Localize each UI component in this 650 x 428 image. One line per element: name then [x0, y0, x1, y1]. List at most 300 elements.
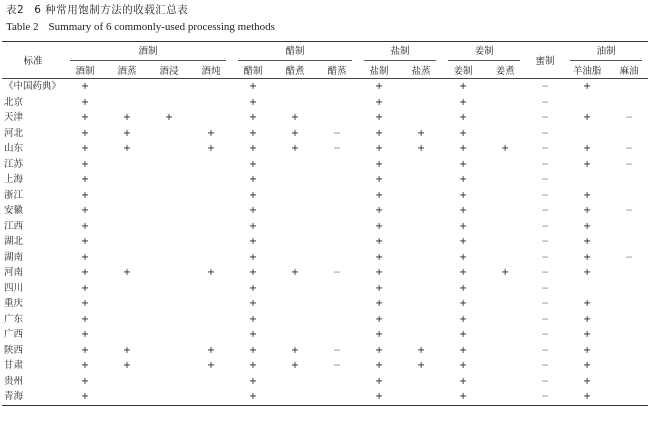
table-cell-mark: + [291, 143, 299, 155]
row-standard-name: 陕西 [4, 344, 24, 356]
table-cell-mark [148, 188, 190, 204]
table-cell-mark [610, 126, 648, 142]
table-cell-mark: + [249, 205, 257, 217]
table-cell-mark: + [123, 112, 131, 124]
table-cell-mark: + [81, 251, 89, 263]
table-cell-mark [400, 79, 442, 95]
table-cell-mark [106, 79, 148, 95]
table-cell-mark [106, 157, 148, 173]
table-cell-mark [400, 250, 442, 266]
table-cell-mark: + [232, 389, 274, 405]
row-standard-name: 上海 [4, 174, 24, 186]
table-cell-mark [190, 281, 232, 297]
table-cell-mark [610, 281, 648, 297]
table-cell-mark: − [541, 112, 550, 124]
table-cell-mark [274, 79, 316, 95]
table-cell-mark: + [459, 174, 468, 186]
table-cell-mark [484, 327, 526, 343]
header-column: 酒蒸 [106, 61, 148, 79]
table-cell-mark: + [375, 143, 384, 155]
row-standard-name: 青海 [2, 389, 64, 405]
header-column: 酒炖 [190, 61, 232, 79]
table-cell-mark [274, 327, 316, 343]
table-cell-mark [610, 358, 648, 374]
table-cell-mark: + [583, 375, 592, 387]
table-cell-mark: + [583, 329, 592, 341]
table-row [2, 327, 648, 343]
table-cell-mark [484, 203, 526, 219]
table-cell-mark [148, 327, 190, 343]
table-cell-mark: + [249, 81, 257, 93]
table-cell-mark [316, 95, 358, 111]
table-row [2, 126, 648, 142]
table-cell-mark [610, 343, 648, 359]
table-cell-mark: + [375, 313, 384, 325]
table-row [2, 141, 648, 157]
table-row [2, 343, 648, 359]
table-cell-mark [610, 172, 648, 188]
table-cell-mark: − [541, 127, 550, 139]
table-cell-mark: + [459, 205, 468, 217]
table-cell-mark [610, 188, 648, 204]
table-cell-mark [484, 312, 526, 328]
header-group-row [2, 42, 648, 62]
table-row [2, 250, 648, 266]
table-cell-mark [148, 343, 190, 359]
header-column: 酒浸 [148, 61, 190, 79]
table-cell-mark [274, 172, 316, 188]
table-cell-mark [148, 172, 190, 188]
table-cell-mark [484, 281, 526, 297]
table-cell-mark [106, 312, 148, 328]
table-cell-mark: + [249, 251, 257, 263]
table-cell-mark [148, 95, 190, 111]
table-row [2, 265, 648, 281]
table-cell-mark [564, 126, 610, 142]
table-cell-mark [106, 234, 148, 250]
table-cell-mark [400, 188, 442, 204]
table-cell-mark [190, 79, 232, 95]
table-cell-mark: + [459, 251, 468, 263]
table-cell-mark: − [625, 158, 634, 170]
header-column: 麻油 [610, 61, 648, 79]
header-column: 盐制 [358, 61, 400, 79]
table-cell-mark: − [541, 189, 550, 201]
table-row [2, 389, 648, 405]
table-cell-mark [400, 265, 442, 281]
table-cell-mark: + [375, 282, 384, 294]
table-cell-mark [400, 95, 442, 111]
row-standard-name: 河北 [4, 127, 24, 139]
table-cell-mark [610, 265, 648, 281]
table-cell-mark: + [583, 81, 592, 93]
table-cell-mark: + [123, 143, 131, 155]
table-cell-mark: + [375, 251, 384, 263]
table-cell-mark: + [81, 375, 89, 387]
table-cell-mark [190, 389, 232, 405]
table-cell-mark [148, 265, 190, 281]
table-row [2, 110, 648, 126]
table-cell-mark: + [249, 313, 257, 325]
table-cell-mark [400, 296, 442, 312]
header-group [64, 42, 232, 62]
table-cell-mark: + [123, 344, 131, 356]
table-cell-mark: + [459, 298, 468, 310]
table-row [2, 281, 648, 297]
table-cell-mark [274, 296, 316, 312]
header-column: 醋蒸 [316, 61, 358, 79]
header-group-label: 盐制 [364, 43, 436, 61]
row-standard-name: 广东 [4, 313, 24, 325]
table-cell-mark [148, 389, 190, 405]
header-group-single: 蜜制 [526, 42, 564, 79]
table-cell-mark [106, 95, 148, 111]
table-cell-mark: + [249, 143, 257, 155]
table-cell-mark [148, 358, 190, 374]
table-cell-mark: + [375, 158, 384, 170]
table-cell-mark: + [375, 344, 384, 356]
table-cell-mark: + [375, 189, 384, 201]
table-cell-mark [106, 281, 148, 297]
table-cell-mark [400, 327, 442, 343]
header-group [232, 42, 358, 62]
table-cell-mark [316, 172, 358, 188]
table-cell-mark [610, 234, 648, 250]
table-cell-mark: + [249, 174, 257, 186]
table-cell-mark [610, 79, 648, 95]
table-cell-mark: + [64, 389, 106, 405]
table-cell-mark: + [459, 220, 468, 232]
table-cell-mark [564, 281, 610, 297]
table-cell-mark: + [459, 143, 468, 155]
header-column: 醋制 [232, 61, 274, 79]
header-group-label: 油制 [570, 43, 642, 61]
table-cell-mark: + [375, 96, 384, 108]
table-cell-mark [484, 188, 526, 204]
row-standard-name: 江西 [4, 220, 24, 232]
table-cell-mark [148, 312, 190, 328]
header-column: 盐蒸 [400, 61, 442, 79]
header-column: 羊油脂 [564, 61, 610, 79]
table-cell-mark [484, 296, 526, 312]
table-cell-mark: + [165, 112, 173, 124]
table-cell-mark [610, 327, 648, 343]
table-cell-mark: + [375, 236, 384, 248]
table-cell-mark: + [81, 329, 89, 341]
table-cell-mark: + [81, 158, 89, 170]
header-standard: 标准 [2, 42, 64, 79]
table-cell-mark [610, 219, 648, 235]
table-cell-mark: − [541, 205, 550, 217]
table-row [2, 188, 648, 204]
table-cell-mark: − [541, 375, 550, 387]
table-cell-mark: − [541, 96, 550, 108]
table-cell-mark: + [459, 189, 468, 201]
row-standard-name: 河南 [4, 267, 24, 279]
table-cell-mark [106, 250, 148, 266]
table-cell-mark: + [459, 344, 468, 356]
table-cell-mark: + [249, 267, 257, 279]
table-cell-mark: − [541, 143, 550, 155]
table-cell-mark: − [541, 298, 550, 310]
table-cell-mark: − [625, 251, 634, 263]
table-cell-mark: + [501, 267, 510, 279]
table-cell-mark: + [375, 81, 384, 93]
header-group-label: 醋制 [238, 43, 352, 61]
header-column: 姜制 [442, 61, 484, 79]
table-cell-mark: + [459, 329, 468, 341]
table-cell-mark: + [501, 143, 510, 155]
table-cell-mark: + [459, 360, 468, 372]
table-row [2, 374, 648, 390]
table-cell-mark [610, 389, 648, 405]
table-cell-mark [106, 327, 148, 343]
table-row [2, 234, 648, 250]
table-cell-mark [190, 327, 232, 343]
table-cell-mark [316, 203, 358, 219]
table-cell-mark: + [291, 112, 299, 124]
table-cell-mark [610, 296, 648, 312]
table-cell-mark [274, 157, 316, 173]
table-row [2, 172, 648, 188]
table-cell-mark [564, 95, 610, 111]
table-cell-mark: − [541, 329, 550, 341]
table-cell-mark: + [583, 344, 592, 356]
table-cell-mark [316, 312, 358, 328]
table-cell-mark [190, 312, 232, 328]
table-cell-mark [400, 281, 442, 297]
header-column: 酒制 [64, 61, 106, 79]
table-cell-mark [274, 389, 316, 405]
table-cell-mark [316, 374, 358, 390]
header-group [442, 42, 526, 62]
table-cell-mark: + [207, 143, 215, 155]
table-cell-mark: + [123, 127, 131, 139]
table-cell-mark [484, 126, 526, 142]
table-cell-mark: + [249, 96, 257, 108]
table-cell-mark: + [81, 112, 89, 124]
table-cell-mark: − [541, 174, 550, 186]
table-cell-mark: + [81, 313, 89, 325]
table-cell-mark [148, 157, 190, 173]
table-cell-mark [400, 203, 442, 219]
table-cell-mark [484, 234, 526, 250]
header-group [564, 42, 648, 62]
table-cell-mark: + [291, 127, 299, 139]
table-row [2, 79, 648, 95]
table-cell-mark [316, 250, 358, 266]
table-cell-mark: + [291, 344, 299, 356]
table-cell-mark: + [81, 174, 89, 186]
table-cell-mark [400, 389, 442, 405]
row-standard-name: 甘肃 [4, 360, 24, 372]
table-cell-mark: + [583, 251, 592, 263]
header-column: 姜煮 [484, 61, 526, 79]
table-cell-mark [106, 172, 148, 188]
table-cell-mark [190, 95, 232, 111]
table-cell-mark [610, 95, 648, 111]
table-cell-mark: + [358, 389, 400, 405]
table-cell-mark: + [417, 143, 426, 155]
row-standard-name: 四川 [4, 282, 24, 294]
row-standard-name: 湖南 [4, 251, 24, 263]
table-cell-mark [484, 358, 526, 374]
header-group-label: 姜制 [448, 43, 520, 61]
table-body [2, 79, 648, 406]
table-cell-mark: + [417, 360, 426, 372]
row-standard-name: 山东 [4, 143, 24, 155]
table-cell-mark: + [375, 112, 384, 124]
table-row [2, 157, 648, 173]
table-cell-mark: + [564, 389, 610, 405]
table-cell-mark: + [249, 189, 257, 201]
table-caption-cn [6, 4, 188, 16]
table-cell-mark: + [375, 174, 384, 186]
table-cell-mark: + [583, 158, 592, 170]
table-cell-mark [274, 188, 316, 204]
table-cell-mark [564, 172, 610, 188]
table-cell-mark [274, 281, 316, 297]
table-cell-mark: + [583, 112, 592, 124]
table-cell-mark: − [541, 236, 550, 248]
table-cell-mark [190, 250, 232, 266]
table-cell-mark: − [541, 313, 550, 325]
table-cell-mark [148, 234, 190, 250]
table-cell-mark: + [81, 220, 89, 232]
table-cell-mark: + [81, 282, 89, 294]
table-cell-mark: + [459, 96, 468, 108]
table-row [2, 219, 648, 235]
table-cell-mark [400, 110, 442, 126]
table-cell-mark: + [375, 267, 384, 279]
table-cell-mark: + [417, 127, 426, 139]
table-cell-mark: − [625, 205, 634, 217]
table-cell-mark: + [249, 344, 257, 356]
table-cell-mark: + [459, 375, 468, 387]
table-cell-mark [484, 219, 526, 235]
table-cell-mark [190, 172, 232, 188]
table-cell-mark [148, 296, 190, 312]
table-cell-mark: − [541, 220, 550, 232]
row-standard-name: 重庆 [4, 298, 24, 310]
table-cell-mark [610, 312, 648, 328]
table-cell-mark: − [541, 344, 550, 356]
table-cell-mark: + [583, 236, 592, 248]
table-cell-mark [190, 110, 232, 126]
table-cell-mark: − [333, 267, 342, 279]
table-row [2, 312, 648, 328]
table-cell-mark: + [442, 389, 484, 405]
table-cell-mark [148, 250, 190, 266]
table-cell-mark: + [81, 236, 89, 248]
row-standard-name: 江苏 [4, 158, 24, 170]
table-cell-mark [148, 374, 190, 390]
table-cell-mark: + [249, 298, 257, 310]
table-cell-mark: + [583, 267, 592, 279]
table-cell-mark: + [459, 158, 468, 170]
table-caption-en [6, 21, 275, 33]
table-cell-mark [484, 250, 526, 266]
table-row [2, 95, 648, 111]
table-cell-mark: + [249, 112, 257, 124]
table-cell-mark: + [249, 236, 257, 248]
table-cell-mark: + [249, 127, 257, 139]
table-cell-mark [484, 374, 526, 390]
table-cell-mark: − [526, 389, 564, 405]
table-cell-mark [316, 188, 358, 204]
table-cell-mark [148, 219, 190, 235]
table-cell-mark [610, 374, 648, 390]
table-cell-mark [106, 374, 148, 390]
table-cell-mark: + [583, 205, 592, 217]
table-cell-mark: + [81, 298, 89, 310]
table-cell-mark: + [81, 81, 89, 93]
table-cell-mark [148, 126, 190, 142]
table-cell-mark: + [207, 267, 215, 279]
table-cell-mark [316, 296, 358, 312]
row-standard-name: 北京 [4, 96, 24, 108]
table-cell-mark [316, 234, 358, 250]
row-standard-name: 湖北 [4, 236, 24, 248]
table-cell-mark: − [333, 360, 342, 372]
table-cell-mark [106, 389, 148, 405]
table-cell-mark: − [541, 158, 550, 170]
table-cell-mark [316, 157, 358, 173]
table-cell-mark: + [123, 267, 131, 279]
table-cell-mark: + [375, 205, 384, 217]
table-cell-mark: + [583, 220, 592, 232]
table-row [2, 296, 648, 312]
table-cell-mark: + [249, 375, 257, 387]
table-cell-mark: + [459, 81, 468, 93]
table-cell-mark: + [291, 267, 299, 279]
table-cell-mark [484, 110, 526, 126]
table-cell-mark: + [375, 329, 384, 341]
table-cell-mark: + [375, 298, 384, 310]
table-cell-mark [274, 312, 316, 328]
table-cell-mark [148, 203, 190, 219]
table-number-cn: 表2 [6, 4, 25, 16]
table-cell-mark [106, 188, 148, 204]
table-cell-mark [400, 312, 442, 328]
table-cell-mark [274, 203, 316, 219]
table-cell-mark: − [333, 143, 342, 155]
table-cell-mark: + [375, 127, 384, 139]
table-row [2, 203, 648, 219]
table-cell-mark [400, 374, 442, 390]
table-cell-mark [190, 234, 232, 250]
table-cell-mark: + [81, 344, 89, 356]
table-cell-mark [316, 389, 358, 405]
table-cell-mark [484, 343, 526, 359]
table-cell-mark [148, 79, 190, 95]
table-title-en: Summary of 6 commonly-used processing methods [48, 21, 275, 33]
table-cell-mark [316, 79, 358, 95]
table-cell-mark: − [541, 282, 550, 294]
table-cell-mark [316, 219, 358, 235]
row-standard-name: 贵州 [4, 375, 24, 387]
table-cell-mark [190, 203, 232, 219]
table-cell-mark [190, 219, 232, 235]
table-cell-mark: + [81, 360, 89, 372]
table-header [2, 42, 648, 79]
table-title-cn: 6 种常用饱制方法的收载汇总表 [34, 4, 189, 16]
table-cell-mark: + [375, 360, 384, 372]
table-cell-mark [316, 110, 358, 126]
table-cell-mark: + [207, 360, 215, 372]
table-cell-mark: + [375, 220, 384, 232]
table-cell-mark: + [459, 112, 468, 124]
